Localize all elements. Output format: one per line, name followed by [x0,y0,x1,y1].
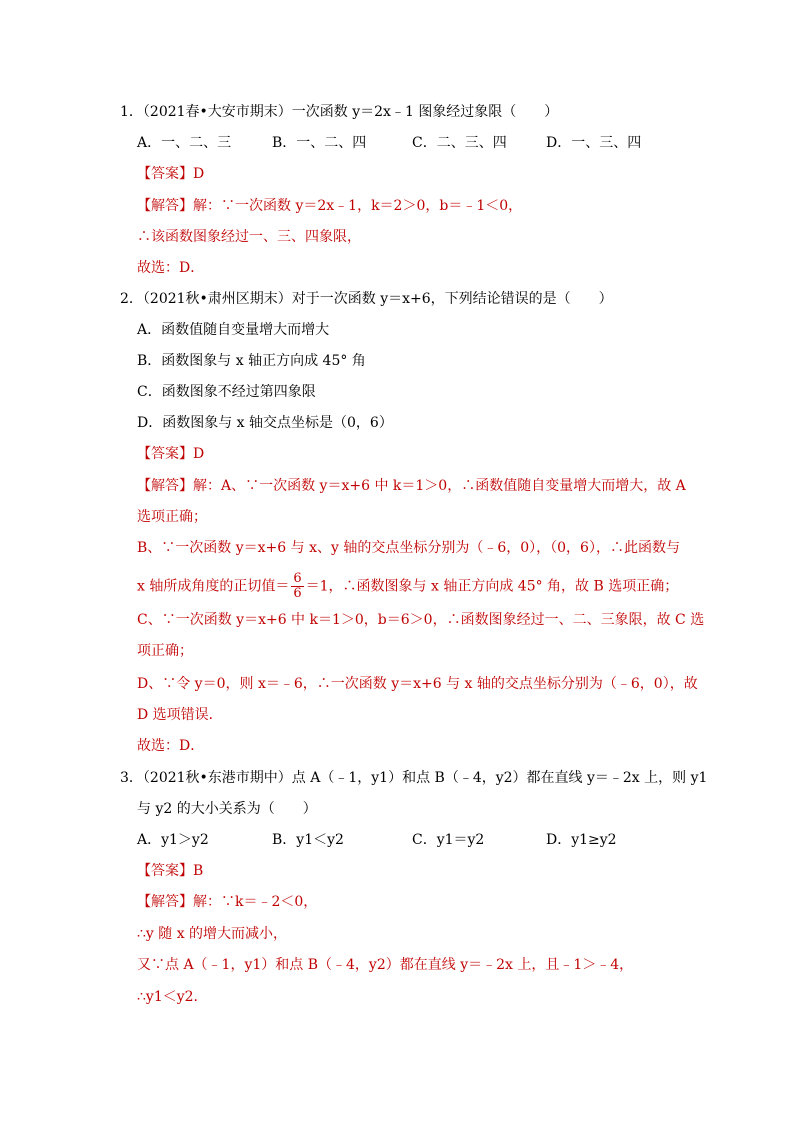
q3-solution-line-1: 【解答】解：∵k＝﹣2＜0， [137,894,318,910]
q2-solution-line-3: B、∵一次函数 y＝x+6 与 x、y 轴的交点坐标分别为（﹣6，0），（0，6），∴此函数与 [137,540,680,556]
q1-stem: 1．（2021春•大安市期末）一次函数 y＝2x﹣1 图象经过象限（ ） [120,104,559,120]
q2-solution-line-8: D 选项错误． [137,707,223,723]
q2-solution-line-4-pre: x 轴所成角度的正切值＝ [137,578,290,595]
q1-solution-line-3: 故选：D． [137,260,205,276]
q3-option-b: B．y1＜y2 [272,832,344,848]
q2-option-b: B．函数图象与 x 轴正方向成 45° 角 [137,353,366,369]
q2-solution-line-4 [137,572,678,601]
q3-stem-line-2: 与 y2 的大小关系为（ ） [137,801,317,817]
q1-option-b: B．一、二、四 [272,135,367,151]
q2-solution-line-9: 故选：D． [137,738,205,754]
q1-solution-line-1: 【解答】解：∵一次函数 y＝2x﹣1，k＝2＞0，b＝﹣1＜0， [137,198,523,214]
q2-option-a: A．函数值随自变量增大而增大 [137,322,330,338]
q3-option-a: A．y1＞y2 [137,832,209,848]
q2-solution-line-2: 选项正确； [137,509,207,525]
q2-solution-line-6: 项正确； [137,643,193,659]
q3-solution-line-4: ∴y1＜y2． [137,989,208,1005]
q2-answer: 【答案】D [137,446,205,462]
q1-answer: 【答案】D [137,166,205,182]
q1-option-c: C．二、三、四 [412,135,507,151]
q3-option-d: D．y1≥y2 [546,832,617,848]
q3-solution-line-2: ∴y 随 x 的增大而减小， [137,926,288,942]
q1-option-a: A．一、二、三 [137,135,232,151]
q2-option-c: C．函数图象不经过第四象限 [137,384,316,400]
fraction [291,572,303,601]
q2-solution-line-4-post: ＝1，∴函数图象与 x 轴正方向成 45° 角，故 B 选项正确； [305,578,679,595]
q2-option-d: D．函数图象与 x 轴交点坐标是（0，6） [137,415,393,431]
q2-solution-line-5: C、∵一次函数 y＝x+6 中 k＝1＞0，b＝6＞0，∴函数图象经过一、二、三象限，故 C 选 [137,612,705,628]
q1-solution-line-2: ∴该函数图象经过一、三、四象限， [137,229,361,245]
q2-solution-line-1: 【解答】解：A、∵一次函数 y＝x+6 中 k＝1＞0，∴函数值随自变量增大而增大，故 A [137,478,686,494]
q3-solution-line-3: 又∵点 A（﹣1，y1）和点 B（﹣4，y2）都在直线 y＝﹣2x 上，且﹣1＞﹣4， [137,957,634,973]
q3-answer: 【答案】B [137,863,204,879]
q3-option-c: C．y1＝y2 [412,832,485,848]
q2-stem: 2．（2021秋•肃州区期末）对于一次函数 y＝x+6，下列结论错误的是（ ） [120,291,613,307]
q3-stem-line-1: 3．（2021秋•东港市期中）点 A（﹣1，y1）和点 B（﹣4，y2）都在直线 y＝﹣2x 上，则 y1 [120,770,708,786]
fraction-denominator: 6 [293,586,302,601]
fraction-numerator: 6 [293,571,302,586]
q2-solution-line-7: D、∵令 y＝0，则 x＝﹣6，∴一次函数 y＝x+6 与 x 轴的交点坐标分别为（﹣6，0），故 [137,676,698,692]
q1-option-d: D．一、三、四 [546,135,642,151]
